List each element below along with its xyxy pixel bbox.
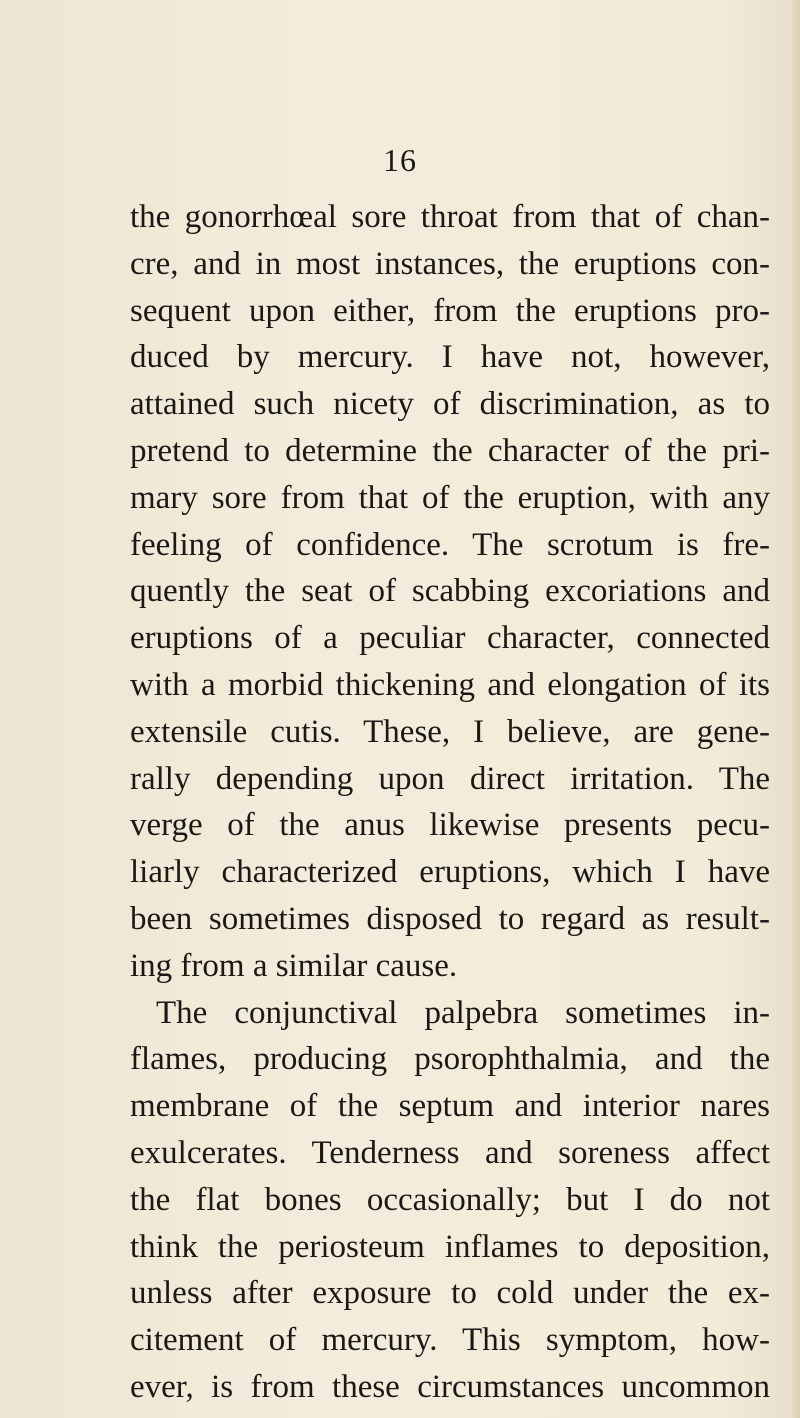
- text-line: cre, and in most instances, the eruptions con-: [130, 245, 770, 282]
- text-line: with a morbid thickening and elongation of its: [130, 666, 770, 703]
- text-line: citement of mercury. This symptom, how-: [130, 1322, 770, 1359]
- text-line: pretend to determine the character of the pri-: [130, 432, 770, 469]
- page-number: 16: [383, 142, 417, 178]
- body-text: [130, 194, 770, 1411]
- text-line: unless after exposure to cold under the ex-: [130, 1275, 770, 1312]
- text-line: flames, producing psorophthalmia, and the: [130, 1041, 770, 1078]
- text-line: think the periosteum inflames to deposition,: [130, 1228, 770, 1265]
- text-line: extensile cutis. These, I believe, are gene-: [130, 713, 770, 750]
- text-line: feeling of confidence. The scrotum is fre-: [130, 526, 770, 563]
- paragraph-end-line: ing from a similar cause.: [130, 947, 458, 984]
- text-line: attained such nicety of discrimination, as to: [130, 386, 770, 423]
- text-line: quently the seat of scabbing excoriations and: [130, 573, 770, 610]
- text-line: the gonorrhœal sore throat from that of chan-: [130, 199, 770, 235]
- text-line: duced by mercury. I have not, however,: [130, 339, 770, 376]
- text-line: exulcerates. Tenderness and soreness affect: [130, 1134, 770, 1171]
- text-line: rally depending upon direct irritation. The: [130, 760, 770, 797]
- text-line: liarly characterized eruptions, which I have: [130, 854, 770, 891]
- text-line: been sometimes disposed to regard as result-: [130, 900, 770, 937]
- text-line: mary sore from that of the eruption, with any: [130, 479, 770, 516]
- page-edge: [792, 0, 800, 1418]
- text-line: sequent upon either, from the eruptions pro-: [130, 292, 770, 329]
- text-line: the flat bones occasionally; but I do not: [130, 1181, 770, 1218]
- text-line: verge of the anus likewise presents pecu-: [130, 807, 770, 844]
- paragraph-start-line: The conjunctival palpebra sometimes in-: [156, 994, 770, 1031]
- text-line: membrane of the septum and interior nares: [130, 1088, 770, 1125]
- text-line: eruptions of a peculiar character, connected: [130, 620, 770, 657]
- text-line: ever, is from these circumstances uncommon: [130, 1368, 770, 1405]
